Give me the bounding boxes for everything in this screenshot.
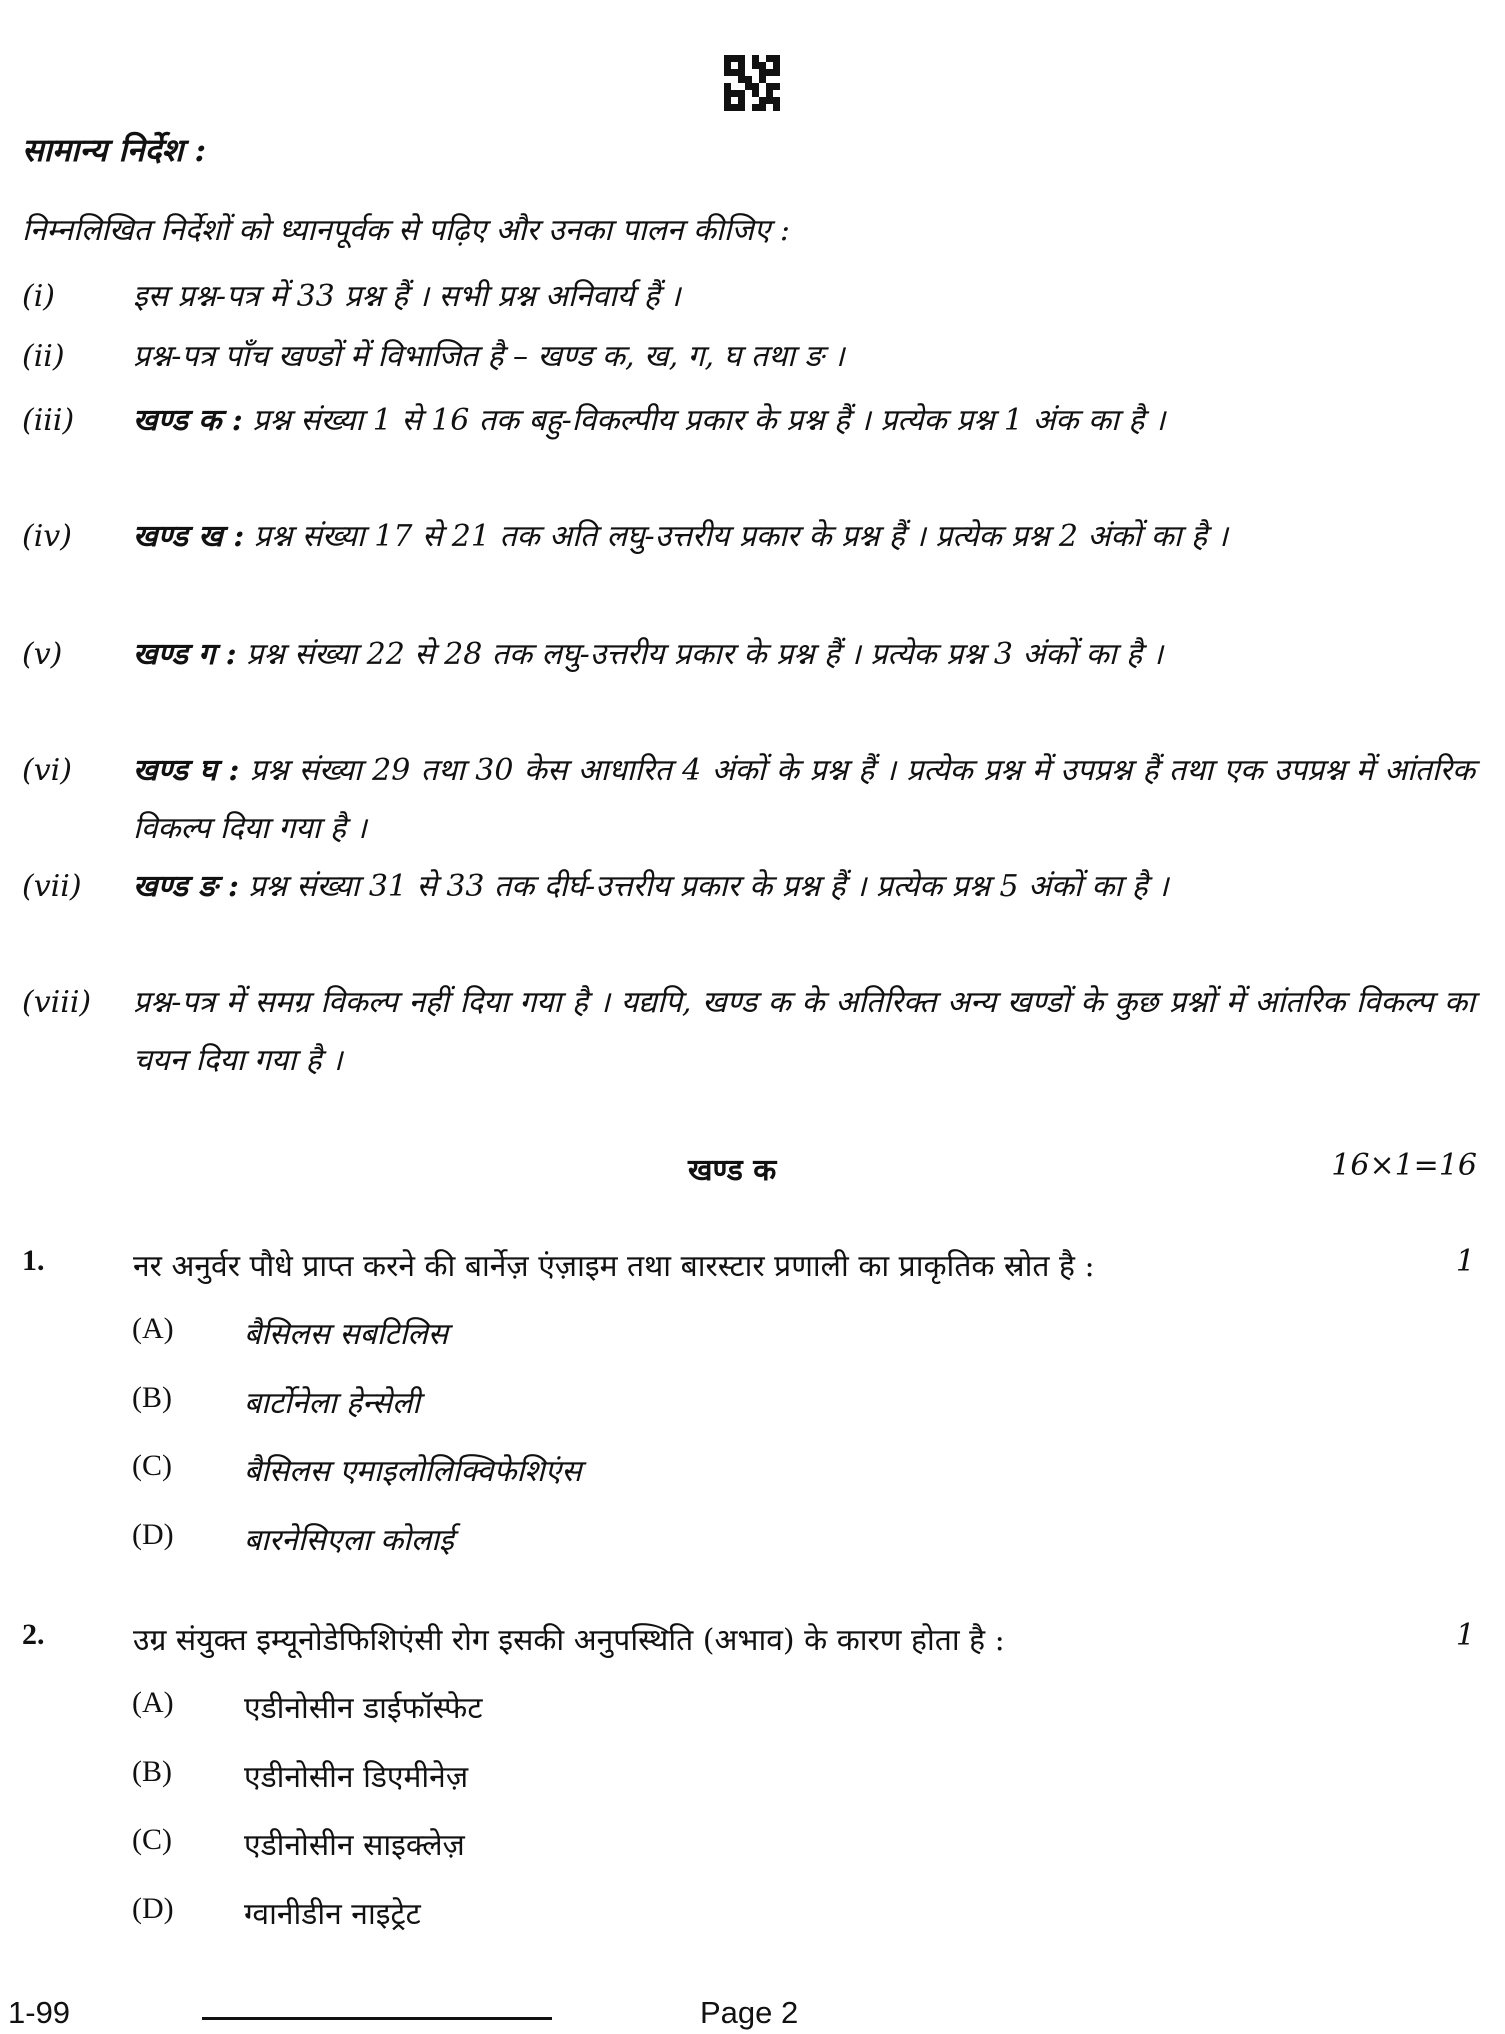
instruction-item xyxy=(22,626,1475,684)
question-text: नर अनुर्वर पौधे प्राप्त करने की बार्नेज़ एंज़ाइम तथा बारस्टार प्रणाली का प्राकृतिक स्रोत है : xyxy=(133,1249,1095,1284)
instruction-item xyxy=(22,392,1475,450)
section-title: खण्ड क xyxy=(688,1153,777,1188)
question-number: 1. xyxy=(22,1244,45,1277)
option-label: (C) xyxy=(132,1823,172,1856)
section-marks: 16×1=16 xyxy=(1331,1148,1477,1183)
instruction-number: (vii) xyxy=(22,869,82,904)
instruction-text-block xyxy=(133,974,1475,1090)
option-text: एडीनोसीन डिएमीनेज़ xyxy=(244,1759,469,1795)
instruction-item xyxy=(22,328,1475,386)
option-label: (C) xyxy=(132,1449,172,1482)
instruction-number: (ii) xyxy=(22,339,65,374)
instruction-item xyxy=(22,268,1475,326)
option-label: (D) xyxy=(132,1517,174,1551)
instruction-text-block xyxy=(133,742,1475,858)
instruction-text: प्रश्न संख्या 31 से 33 तक दीर्घ-उत्तरीय प्रकार के प्रश्न हैं । प्रत्येक प्रश्न 5 अंकों का है । xyxy=(248,869,1169,904)
instruction-text: प्रश्न-पत्र में समग्र विकल्प नहीं दिया गया है । यद्यपि, खण्ड क के अतिरिक्त अन्य खण्डों के कुछ प्रश्नों में आंतरिक विकल्प का चयन दिया गया है । xyxy=(133,985,1475,1078)
instruction-item xyxy=(22,858,1475,916)
instruction-text: प्रश्न संख्या 17 से 21 तक अति लघु-उत्तरीय प्रकार के प्रश्न हैं । प्रत्येक प्रश्न 2 अंकों का है । xyxy=(253,519,1228,554)
option-label: (A) xyxy=(132,1312,174,1345)
instruction-text-block xyxy=(133,508,1475,566)
instruction-number: (i) xyxy=(22,279,56,314)
instruction-number: (v) xyxy=(22,637,63,672)
general-instructions-heading: सामान्य निर्देश : xyxy=(22,131,207,169)
footer-rule xyxy=(202,2017,552,2020)
instruction-text: प्रश्न-पत्र पाँच खण्डों में विभाजित है – खण्ड क, ख, ग, घ तथा ङ । xyxy=(133,339,845,374)
paper-code: 1-99 xyxy=(8,1995,71,2030)
instruction-number: (vi) xyxy=(22,753,72,788)
option-label: (B) xyxy=(132,1754,172,1788)
instruction-section-label: खण्ड घ : xyxy=(133,753,240,788)
option-text: एडीनोसीन डाईफॉस्फेट xyxy=(244,1691,483,1726)
instruction-text-block xyxy=(133,626,1475,684)
instruction-text: प्रश्न संख्या 22 से 28 तक लघु-उत्तरीय प्रकार के प्रश्न हैं । प्रत्येक प्रश्न 3 अंकों का है । xyxy=(246,637,1163,672)
instruction-text-block xyxy=(133,328,1475,386)
instruction-item xyxy=(22,508,1475,566)
option-text: बार्टोनेला हेन्सेली xyxy=(244,1385,421,1421)
instructions-intro: निम्नलिखित निर्देशों को ध्यानपूर्वक से पढ़िए और उनका पालन कीजिए : xyxy=(22,213,791,248)
instruction-section-label: खण्ड क : xyxy=(133,403,243,438)
instruction-item xyxy=(22,742,1475,858)
instruction-section-label: खण्ड ग : xyxy=(133,637,237,672)
instruction-text: प्रश्न संख्या 1 से 16 तक बहु-विकल्पीय प्रकार के प्रश्न हैं । प्रत्येक प्रश्न 1 अंक का है । xyxy=(252,403,1166,438)
instruction-text: इस प्रश्न-पत्र में 33 प्रश्न हैं । सभी प्रश्न अनिवार्य हैं । xyxy=(133,279,681,314)
question-marks: 1 xyxy=(1455,1618,1475,1653)
instruction-section-label: खण्ड ङ : xyxy=(133,869,239,904)
question-marks: 1 xyxy=(1455,1244,1475,1279)
instruction-text-block xyxy=(133,858,1475,916)
option-label: (D) xyxy=(132,1891,174,1925)
question-number: 2. xyxy=(22,1618,45,1651)
instruction-number: (viii) xyxy=(22,985,92,1020)
instruction-text-block xyxy=(133,392,1475,450)
instruction-text: प्रश्न संख्या 29 तथा 30 केस आधारित 4 अंकों के प्रश्न हैं । प्रत्येक प्रश्न में उपप्रश्न हैं तथा एक उपप्रश्न में आंतरिक विकल्प दिया गया है । xyxy=(133,753,1475,846)
option-text: बैसिलस एमाइलोलिक्विफेशिएंस xyxy=(244,1454,582,1489)
question-text: उग्र संयुक्त इम्यूनोडेफिशिएंसी रोग इसकी अनुपस्थिति (अभाव) के कारण होता है : xyxy=(133,1623,1005,1658)
instruction-number: (iii) xyxy=(22,403,75,438)
qr-code-icon xyxy=(724,55,780,111)
instruction-section-label: खण्ड ख : xyxy=(133,519,245,554)
option-text: बारनेसिएला कोलाई xyxy=(244,1522,454,1558)
option-label: (B) xyxy=(132,1380,172,1414)
instruction-number: (iv) xyxy=(22,519,72,554)
option-text: ग्वानीडीन नाइट्रेट xyxy=(244,1896,421,1932)
instruction-text-block xyxy=(133,268,1475,326)
option-text: बैसिलस सबटिलिस xyxy=(244,1317,449,1352)
option-label: (A) xyxy=(132,1686,174,1719)
page-number: Page 2 xyxy=(700,1995,799,2030)
instruction-item xyxy=(22,974,1475,1090)
option-text: एडीनोसीन साइक्लेज़ xyxy=(244,1828,465,1863)
